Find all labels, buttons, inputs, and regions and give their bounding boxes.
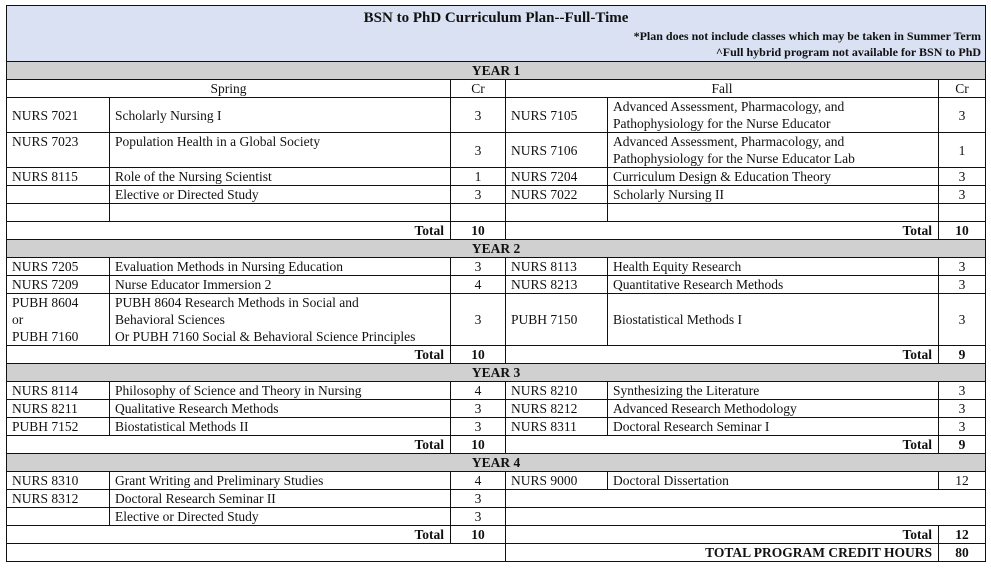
course-code: NURS 8312: [7, 490, 110, 508]
spring-header: Spring: [7, 80, 451, 98]
table-row: [7, 490, 986, 508]
year-row: [7, 62, 986, 80]
course-credits: 3: [451, 508, 506, 526]
total-row: [7, 436, 986, 454]
empty-cell: [7, 204, 110, 222]
year-label: YEAR 4: [7, 454, 986, 472]
course-title: Advanced Assessment, Pharmacology, and Pathophysiology for the Nurse Educator: [608, 98, 939, 133]
spring-total-value: 10: [451, 526, 506, 544]
table-row: [7, 418, 986, 436]
course-credits: 1: [451, 168, 506, 186]
spring-total-value: 10: [451, 222, 506, 240]
course-credits: 3: [451, 133, 506, 168]
course-code: NURS 7106: [506, 133, 608, 168]
table-row: [7, 168, 986, 186]
fall-total-value: 10: [939, 222, 986, 240]
course-credits: 3: [451, 294, 506, 346]
course-credits: 3: [939, 98, 986, 133]
fall-total-value: 12: [939, 526, 986, 544]
course-credits: 3: [939, 294, 986, 346]
summer-note: *Plan does not include classes which may be taken in Summer Term: [633, 29, 982, 43]
plan-header: [7, 6, 986, 62]
course-credits: 3: [451, 490, 506, 508]
course-credits: 4: [451, 472, 506, 490]
course-code: NURS 7205: [7, 258, 110, 276]
table-row: [7, 186, 986, 204]
spring-credits-header: Cr: [451, 80, 506, 98]
course-credits: 3: [451, 186, 506, 204]
spring-total-label: Total: [7, 222, 451, 240]
course-credits: 4: [451, 382, 506, 400]
course-credits: 3: [451, 98, 506, 133]
course-credits: 3: [451, 258, 506, 276]
course-title: Qualitative Research Methods: [110, 400, 451, 418]
course-title: Elective or Directed Study: [110, 186, 451, 204]
header-row: [7, 6, 986, 62]
column-header-row: [7, 80, 986, 98]
course-code: NURS 9000: [506, 472, 608, 490]
table-row: [7, 294, 986, 346]
spring-total-value: 10: [451, 436, 506, 454]
course-title: Philosophy of Science and Theory in Nursing: [110, 382, 451, 400]
course-code: NURS 7209: [7, 276, 110, 294]
course-code: NURS 8311: [506, 418, 608, 436]
fall-total-value: 9: [939, 346, 986, 364]
total-row: [7, 526, 986, 544]
table-row: [7, 258, 986, 276]
table-row: [7, 133, 986, 168]
course-credits: 3: [939, 186, 986, 204]
table-row: [7, 472, 986, 490]
course-title: Doctoral Research Seminar I: [608, 418, 939, 436]
course-code: NURS 7021: [7, 98, 110, 133]
course-code: NURS 7023: [7, 133, 110, 168]
course-code: NURS 8114: [7, 382, 110, 400]
course-code: NURS 8115: [7, 168, 110, 186]
course-credits: 3: [939, 400, 986, 418]
course-title: PUBH 8604 Research Methods in Social and: [115, 295, 359, 310]
course-code: PUBH 8604: [12, 295, 79, 310]
course-title: Behavioral Sciences: [115, 312, 225, 327]
course-credits: 3: [939, 418, 986, 436]
fall-total-label: Total: [506, 526, 939, 544]
table-row: [7, 508, 986, 526]
course-code: PUBH 7152: [7, 418, 110, 436]
fall-credits-header: Cr: [939, 80, 986, 98]
course-code: PUBH 7160: [12, 329, 79, 344]
course-code: NURS 8310: [7, 472, 110, 490]
spring-total-label: Total: [7, 346, 451, 364]
course-credits: 3: [451, 400, 506, 418]
spring-total-label: Total: [7, 526, 451, 544]
course-title: Doctoral Dissertation: [608, 472, 939, 490]
year-row: [7, 454, 986, 472]
fall-total-label: Total: [506, 222, 939, 240]
course-title-alternatives: [110, 294, 451, 346]
course-credits: 12: [939, 472, 986, 490]
year-row: [7, 240, 986, 258]
course-title: Or PUBH 7160 Social & Behavioral Science Principles: [115, 329, 416, 344]
year-row: [7, 364, 986, 382]
course-credits: 3: [939, 382, 986, 400]
fall-total-label: Total: [506, 346, 939, 364]
spring-total-label: Total: [7, 436, 451, 454]
year-label: YEAR 3: [7, 364, 986, 382]
spring-total-value: 10: [451, 346, 506, 364]
empty-cell: [110, 204, 451, 222]
course-code: NURS 7022: [506, 186, 608, 204]
course-credits: 1: [939, 133, 986, 168]
course-title: Scholarly Nursing II: [608, 186, 939, 204]
course-code: NURS 8212: [506, 400, 608, 418]
course-code: NURS 8210: [506, 382, 608, 400]
course-title: Grant Writing and Preliminary Studies: [110, 472, 451, 490]
year-label: YEAR 2: [7, 240, 986, 258]
course-code: NURS 7204: [506, 168, 608, 186]
empty-cell: [506, 204, 608, 222]
course-title: Curriculum Design & Education Theory: [608, 168, 939, 186]
table-row: [7, 382, 986, 400]
course-code: NURS 8213: [506, 276, 608, 294]
empty-cell: [506, 490, 986, 508]
course-title: Quantitative Research Methods: [608, 276, 939, 294]
fall-total-value: 9: [939, 436, 986, 454]
program-total-row: [7, 544, 986, 562]
course-credits: 3: [939, 258, 986, 276]
course-title: Role of the Nursing Scientist: [110, 168, 451, 186]
table-row: [7, 400, 986, 418]
program-total-label: TOTAL PROGRAM CREDIT HOURS: [506, 544, 939, 562]
course-credits: 3: [451, 418, 506, 436]
course-title: Advanced Research Methodology: [608, 400, 939, 418]
course-title: Health Equity Research: [608, 258, 939, 276]
course-code: NURS 8211: [7, 400, 110, 418]
hybrid-note: ^Full hybrid program not available for BSN to PhD: [715, 45, 982, 59]
course-code: [7, 508, 110, 526]
fall-total-label: Total: [506, 436, 939, 454]
empty-row: [7, 204, 986, 222]
course-code: PUBH 7150: [506, 294, 608, 346]
empty-cell: [939, 204, 986, 222]
year-label: YEAR 1: [7, 62, 986, 80]
course-title: Biostatistical Methods II: [110, 418, 451, 436]
course-title: Advanced Assessment, Pharmacology, and Pathophysiology for the Nurse Educator Lab: [608, 133, 939, 168]
course-title: Population Health in a Global Society: [110, 133, 451, 168]
course-credits: 3: [939, 276, 986, 294]
plan-title: BSN to PhD Curriculum Plan--Full-Time: [363, 10, 629, 26]
course-code-alternatives: [7, 294, 110, 346]
table-row: [7, 98, 986, 133]
course-code: [7, 186, 110, 204]
fall-header: Fall: [506, 80, 939, 98]
course-title: Scholarly Nursing I: [110, 98, 451, 133]
curriculum-table: [6, 5, 986, 562]
empty-cell: [506, 508, 986, 526]
course-title: Evaluation Methods in Nursing Education: [110, 258, 451, 276]
total-row: [7, 346, 986, 364]
course-credits: 3: [939, 168, 986, 186]
course-title: Elective or Directed Study: [110, 508, 451, 526]
empty-cell: [451, 204, 506, 222]
program-total-value: 80: [939, 544, 986, 562]
empty-cell: [608, 204, 939, 222]
course-title: Doctoral Research Seminar II: [110, 490, 451, 508]
course-code-or: or: [12, 312, 24, 327]
course-title: Synthesizing the Literature: [608, 382, 939, 400]
course-code: NURS 8113: [506, 258, 608, 276]
total-row: [7, 222, 986, 240]
course-title: Biostatistical Methods I: [608, 294, 939, 346]
course-title: Nurse Educator Immersion 2: [110, 276, 451, 294]
course-code: NURS 7105: [506, 98, 608, 133]
course-credits: 4: [451, 276, 506, 294]
empty-cell: [7, 544, 506, 562]
table-row: [7, 276, 986, 294]
